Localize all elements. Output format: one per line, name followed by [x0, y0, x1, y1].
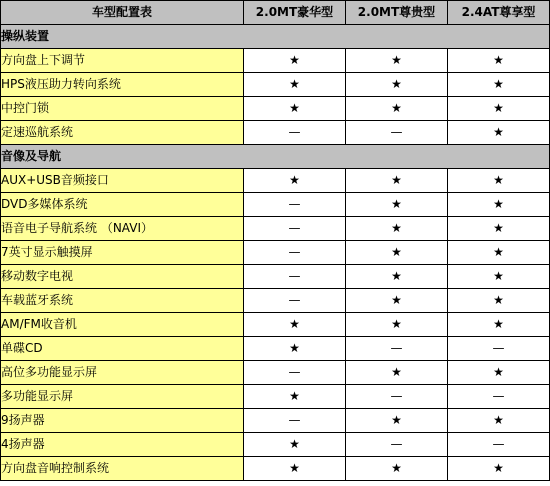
feature-value: ★	[244, 73, 346, 97]
table-row	[1, 361, 550, 385]
feature-value: —	[244, 361, 346, 385]
table-row	[1, 121, 550, 145]
table-row	[1, 73, 550, 97]
feature-value: —	[244, 289, 346, 313]
feature-value: ★	[448, 457, 550, 481]
feature-label: 方向盘音响控制系统	[1, 457, 244, 481]
feature-label: 中控门锁	[1, 97, 244, 121]
table-title: 车型配置表	[1, 1, 244, 25]
trim-header: 2.0MT尊贵型	[346, 1, 448, 25]
table-row	[1, 97, 550, 121]
section-title: 操纵装置	[1, 25, 550, 49]
section-row	[1, 145, 550, 169]
table-row	[1, 313, 550, 337]
feature-value: —	[448, 385, 550, 409]
feature-value: —	[244, 217, 346, 241]
feature-label: AM/FM收音机	[1, 313, 244, 337]
feature-label: 9扬声器	[1, 409, 244, 433]
feature-value: ★	[346, 289, 448, 313]
feature-value: ★	[448, 97, 550, 121]
feature-value: ★	[448, 265, 550, 289]
feature-label: 高位多功能显示屏	[1, 361, 244, 385]
feature-value: —	[448, 433, 550, 457]
table-row	[1, 241, 550, 265]
feature-value: ★	[346, 361, 448, 385]
feature-value: ★	[244, 385, 346, 409]
feature-value: —	[346, 433, 448, 457]
feature-label: DVD多媒体系统	[1, 193, 244, 217]
feature-value: ★	[448, 409, 550, 433]
feature-value: ★	[346, 217, 448, 241]
feature-label: 7英寸显示触摸屏	[1, 241, 244, 265]
header-row	[1, 1, 550, 25]
feature-value: —	[448, 337, 550, 361]
feature-label: 多功能显示屏	[1, 385, 244, 409]
table-row	[1, 265, 550, 289]
feature-value: ★	[346, 409, 448, 433]
feature-value: —	[346, 337, 448, 361]
table-row	[1, 337, 550, 361]
table-row	[1, 169, 550, 193]
feature-label: 4扬声器	[1, 433, 244, 457]
feature-value: ★	[346, 457, 448, 481]
feature-value: ★	[244, 337, 346, 361]
feature-value: —	[244, 409, 346, 433]
feature-value: —	[244, 265, 346, 289]
feature-value: ★	[448, 241, 550, 265]
feature-label: AUX+USB音频接口	[1, 169, 244, 193]
feature-value: ★	[448, 49, 550, 73]
feature-value: ★	[346, 313, 448, 337]
feature-label: HPS液压助力转向系统	[1, 73, 244, 97]
feature-value: ★	[346, 169, 448, 193]
feature-value: ★	[244, 457, 346, 481]
feature-value: ★	[244, 97, 346, 121]
table-row	[1, 49, 550, 73]
feature-value: ★	[244, 49, 346, 73]
table-row	[1, 385, 550, 409]
feature-value: ★	[346, 193, 448, 217]
feature-value: ★	[346, 49, 448, 73]
feature-value: ★	[448, 169, 550, 193]
feature-value: ★	[244, 313, 346, 337]
trim-header: 2.0MT豪华型	[244, 1, 346, 25]
feature-value: ★	[448, 193, 550, 217]
feature-label: 语音电子导航系统 （NAVI）	[1, 217, 244, 241]
feature-value: ★	[346, 241, 448, 265]
feature-value: ★	[346, 97, 448, 121]
feature-value: ★	[448, 73, 550, 97]
feature-value: —	[346, 121, 448, 145]
feature-value: ★	[346, 265, 448, 289]
section-title: 音像及导航	[1, 145, 550, 169]
table-row	[1, 409, 550, 433]
table-row	[1, 457, 550, 481]
table-row	[1, 193, 550, 217]
feature-label: 移动数字电视	[1, 265, 244, 289]
feature-value: —	[244, 241, 346, 265]
table-row	[1, 289, 550, 313]
feature-value: ★	[244, 433, 346, 457]
feature-value: —	[346, 385, 448, 409]
feature-value: —	[244, 193, 346, 217]
feature-value: ★	[448, 313, 550, 337]
feature-value: ★	[448, 121, 550, 145]
feature-label: 车载蓝牙系统	[1, 289, 244, 313]
trim-header: 2.4AT尊享型	[448, 1, 550, 25]
feature-label: 单碟CD	[1, 337, 244, 361]
section-row	[1, 25, 550, 49]
feature-value: ★	[244, 169, 346, 193]
feature-value: ★	[448, 217, 550, 241]
table-row	[1, 217, 550, 241]
feature-value: ★	[448, 289, 550, 313]
feature-value: ★	[346, 73, 448, 97]
feature-label: 定速巡航系统	[1, 121, 244, 145]
feature-value: —	[244, 121, 346, 145]
feature-label: 方向盘上下调节	[1, 49, 244, 73]
table-row	[1, 433, 550, 457]
feature-value: ★	[448, 361, 550, 385]
